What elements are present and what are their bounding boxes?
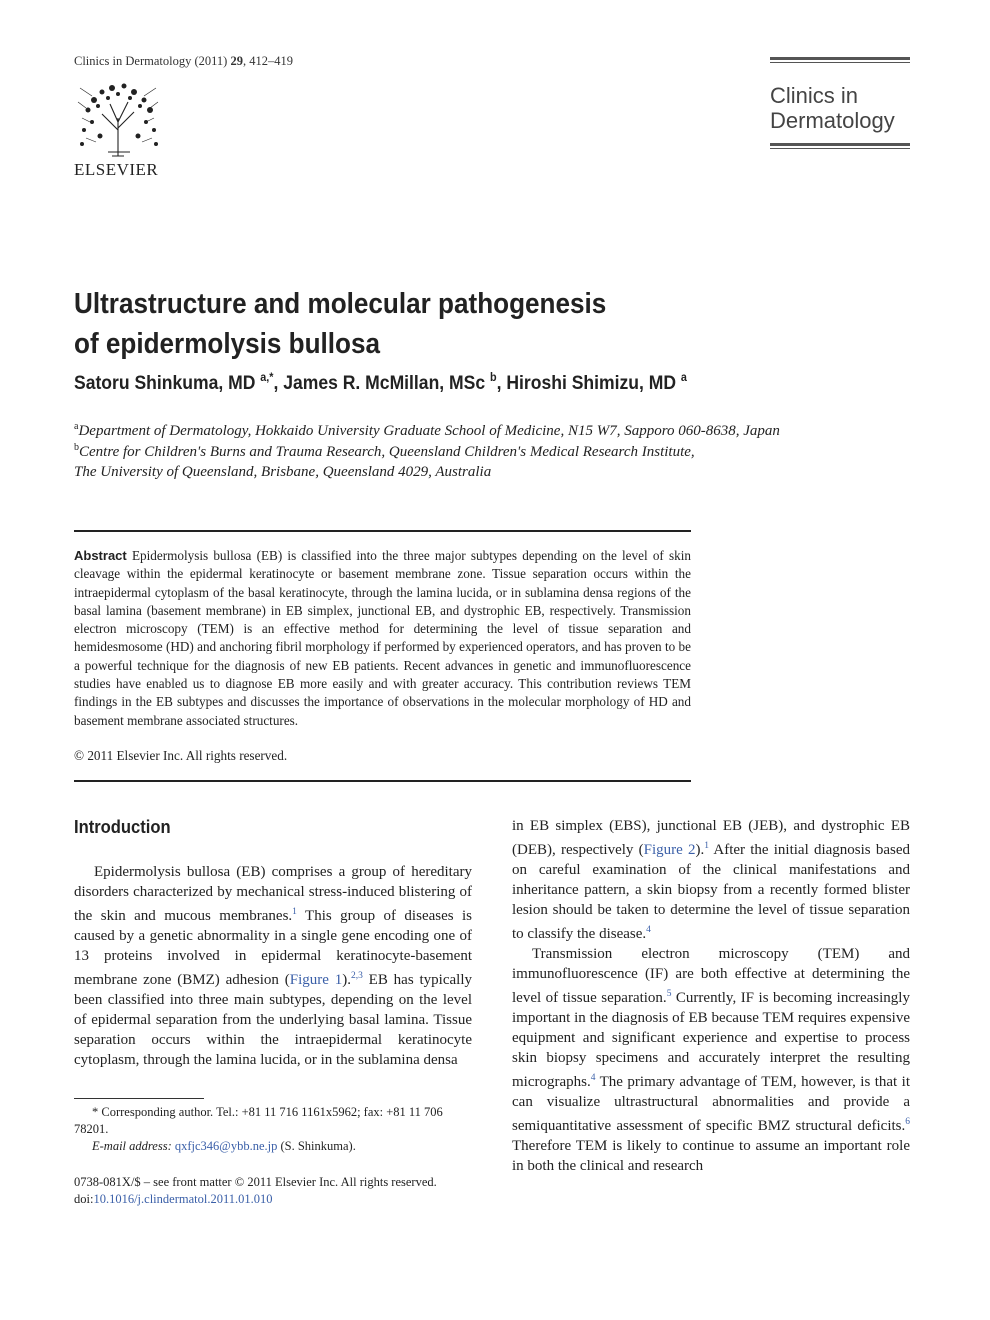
citation-pages: , 412–419: [242, 54, 293, 68]
journal-name: Clinics in Dermatology: [770, 83, 895, 133]
reference-link[interactable]: 1: [704, 841, 709, 851]
front-matter: [74, 1174, 472, 1208]
reference-link[interactable]: 2,3: [350, 971, 363, 981]
abstract-copyright: © 2011 Elsevier Inc. All rights reserved.: [74, 748, 288, 763]
email-link[interactable]: qxfjc346@ybb.ne.jp: [174, 1139, 278, 1153]
corresponding-author-note: * Corresponding author. Tel.: +81 11 716 1161x5962; fax: +81 11 706 78201.: [74, 1105, 443, 1136]
author-list: Satoru Shinkuma, MD $^{a,*}$, James R. McMillan, MSc $^b$, Hiroshi Shimizu, MD $^a$: [74, 370, 687, 394]
abstract-text: Epidermolysis bullosa (EB) is classified into the three major subtypes depending on the level of skin cleavage within the epidermal keratinocyte or basement membrane zone. Tissue separation occurs within the intraepidermal cytoplasm of the basal keratinocyte, through the lamina lucida, or in sublamina densa regions of the basal lamina (basement membrane) in EB simplex, junctional EB, and dystrophic EB, respectively. Transmission electron microscopy (TEM) is an effective method for determining the level of tissue separation and hemidesmosome (HD) and anchoring fibril morphology if performed by experienced operators, and has proven to be a powerful technique for the diagnosis of new EB patients. Recent advances in genetic and immunofluorescence studies have enabled us to diagnose EB more easily and with greater accuracy. This contribution reviews TEM findings in the EB subtypes and discusses the importance of observations in the molecular morphology of HD and basement membrane associated structures.: [74, 548, 691, 728]
reference-link[interactable]: 4: [646, 925, 651, 935]
body-column-left: [74, 862, 472, 1070]
journal-rule-bottom-thin: [770, 148, 910, 149]
affiliation-b: $^b$Centre for Children's Burns and Trauma Research, Queensland Children's Medical Research Institute, The University of Queensland, Brisbane, Queensland 4029, Australia: [74, 442, 695, 480]
intro-paragraph-1-cont: in EB simplex (EBS), junctional EB (JEB), and dystrophic EB (DEB), respectively (Figure 2).$^1$ After the initial diagnosis based on careful examination of the clinical manifestations and inheritance pattern, a skin biopsy from a recently formed blister lesion should be taken to determine the level of tissue separation to classify the disease.$^4$: [512, 818, 910, 942]
abstract: [74, 547, 691, 730]
reference-link[interactable]: 6: [905, 1117, 910, 1127]
journal-brand: [770, 57, 910, 149]
journal-rule-bottom: [770, 143, 910, 146]
abstract-rule-bottom: [74, 780, 691, 782]
journal-citation: [74, 54, 293, 69]
reference-link[interactable]: 4: [590, 1073, 596, 1083]
front-matter-text: 0738-081X/$ – see front matter © 2011 Elsevier Inc. All rights reserved.: [74, 1175, 437, 1189]
section-heading-introduction: Introduction: [74, 817, 171, 837]
intro-paragraph-2: Transmission electron microscopy (TEM) and immunofluorescence (IF) are both effective at determining the level of tissue separation.$^5$ Currently, IF is becoming increasingly important in the diagnosis of EB because TEM requires expensive equipment and significant experience and expertise to process skin biopsy specimens and accurately interpret the resulting micrographs.$^4$ The primary advantage of TEM, however, is that it can visualize ultrastructural abnormalities and provide a semiquantitative assessment of specific BMZ structural deficits.$^6$ Therefore TEM is likely to continue to assume an important role in both the clinical and research: [512, 946, 910, 1174]
elsevier-logo: [72, 78, 164, 180]
footnotes: [74, 1104, 472, 1155]
elsevier-wordmark: ELSEVIER: [74, 160, 159, 179]
body-column-right: [512, 816, 910, 1176]
doi-link[interactable]: 10.1016/j.clindermatol.2011.01.010: [93, 1192, 273, 1206]
footnote-rule: [74, 1098, 204, 1099]
email-note: E-mail address: qxfjc346@ybb.ne.jp (S. Shinkuma).: [92, 1139, 356, 1153]
intro-paragraph-1: Epidermolysis bullosa (EB) comprises a group of hereditary disorders characterized by mechanical stress-induced blistering of the skin and mucous membranes.$^1$ This group of diseases is caused by a genetic abnormality in a single gene encoding one of 13 proteins involved in epidermal keratinocyte-basement membrane zone (BMZ) adhesion (Figure 1).$^{2,3}$ EB has typically been classified into three main subtypes, depending on the level of epidermal separation from the underlying basal lamina. Tissue separation occurs within the intraepidermal keratinocyte cytoplasm, through the lamina lucida, or in the sublamina densa: [74, 864, 472, 1068]
abstract-label: Abstract: [74, 548, 127, 563]
doi-line: doi:10.1016/j.clindermatol.2011.01.010: [74, 1192, 273, 1206]
reference-link[interactable]: 1: [292, 907, 297, 917]
journal-rule-top-thin: [770, 62, 910, 63]
figure-2-link[interactable]: Figure 2: [643, 842, 696, 858]
journal-rule-top: [770, 57, 910, 60]
author: Hiroshi Shimizu, MD $^a$: [506, 370, 687, 394]
affiliation-a: $^a$Department of Dermatology, Hokkaido University Graduate School of Medicine, N15 W7, Sapporo 060-8638, Japan: [74, 421, 780, 439]
elsevier-tree-icon: [72, 78, 164, 158]
citation-journal: Clinics in Dermatology (2011): [74, 54, 231, 68]
article-title: Ultrastructure and molecular pathogenesis of epidermolysis bullosa: [74, 288, 607, 360]
figure-1-link[interactable]: Figure 1: [289, 972, 343, 988]
author: James R. McMillan, MSc $^b$: [283, 370, 497, 394]
reference-link[interactable]: 5: [666, 989, 672, 999]
citation-volume: 29: [230, 54, 243, 68]
author: Satoru Shinkuma, MD $^{a,*}$: [74, 370, 274, 394]
abstract-rule-top: [74, 530, 691, 532]
